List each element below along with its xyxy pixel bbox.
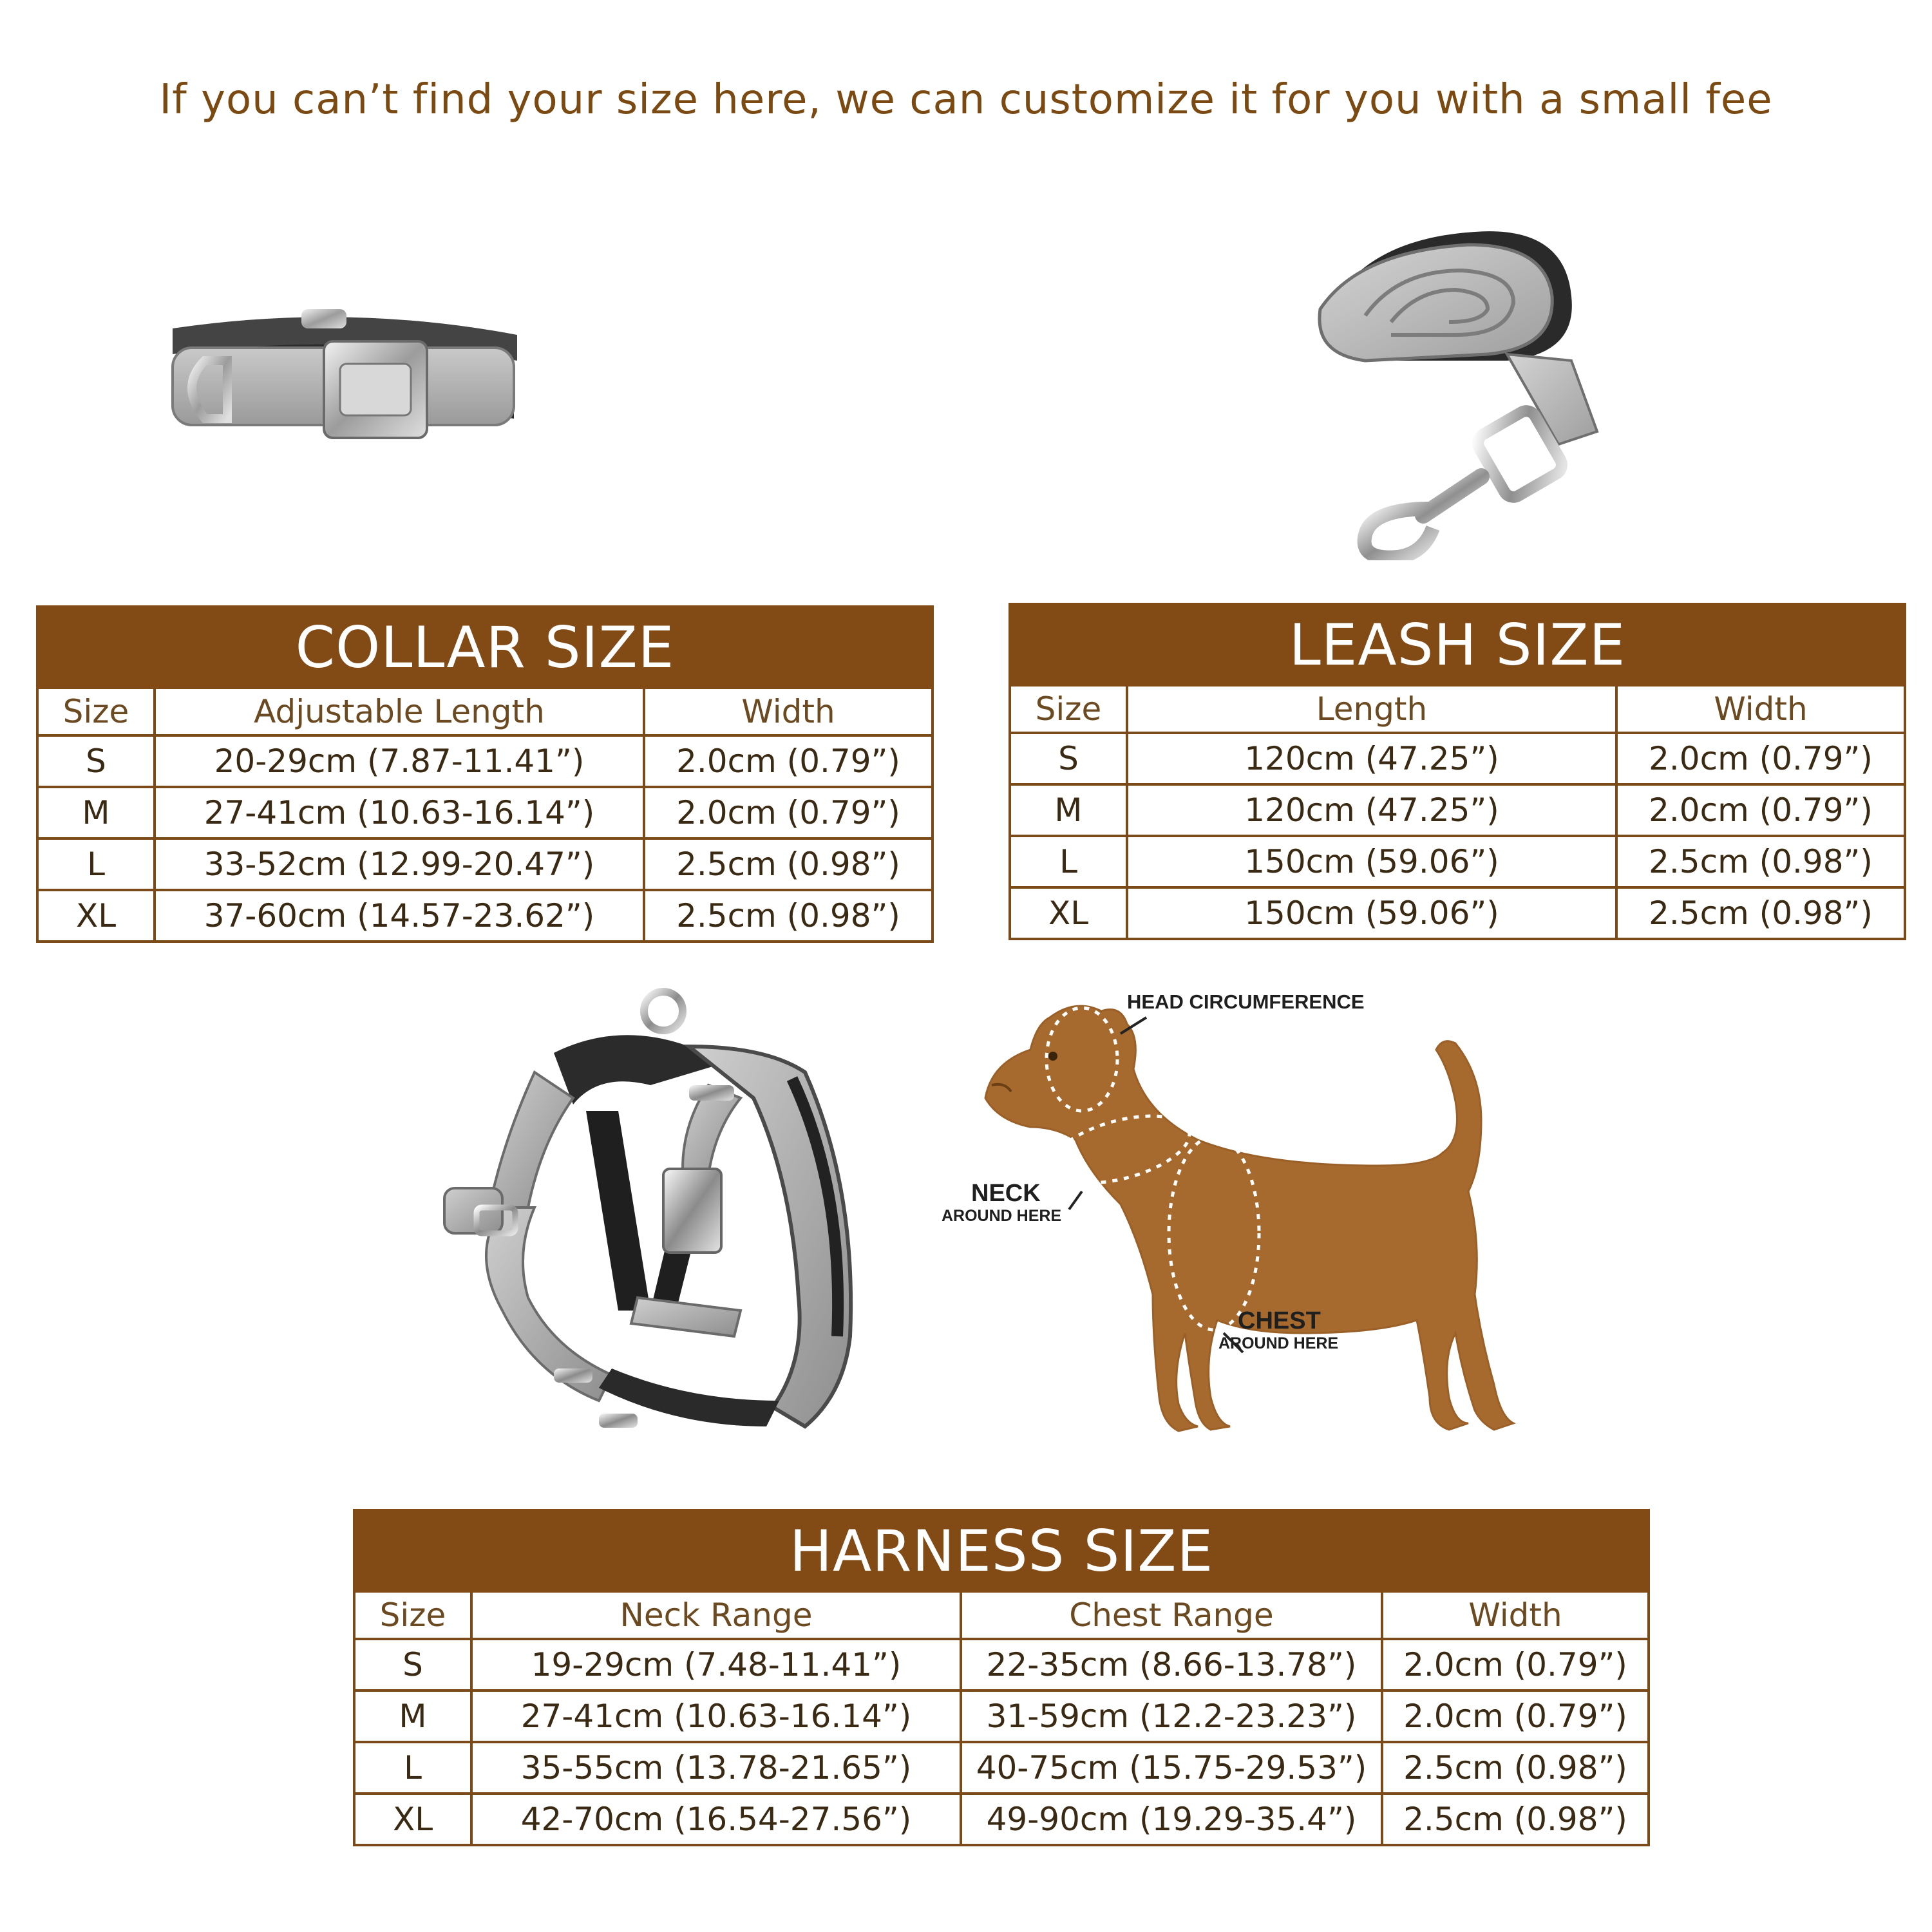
chest-label: CHEST	[1238, 1307, 1321, 1334]
size-cell: S	[1010, 733, 1127, 784]
harness-image	[406, 976, 882, 1465]
size-cell: XL	[1010, 887, 1127, 939]
column-header: Length	[1127, 685, 1616, 733]
head-circumference-label: HEAD CIRCUMFERENCE	[1127, 990, 1365, 1013]
table-row	[37, 735, 933, 787]
width-cell: 2.0cm (0.79”)	[1382, 1639, 1649, 1690]
column-header: Adjustable Length	[155, 688, 644, 735]
length-cell: 150cm (59.06”)	[1127, 836, 1616, 887]
neck-range-cell: 19-29cm (7.48-11.41”)	[471, 1639, 961, 1690]
neck-sublabel: AROUND HERE	[942, 1207, 1062, 1225]
table-row	[354, 1639, 1649, 1690]
neck-label: NECK	[971, 1180, 1041, 1207]
chest-range-cell: 31-59cm (12.2-23.23”)	[961, 1690, 1382, 1742]
column-header: Size	[1010, 685, 1127, 733]
table-row	[354, 1794, 1649, 1845]
size-cell: M	[37, 787, 155, 838]
harness-table-title: HARNESS SIZE	[354, 1510, 1649, 1591]
width-cell: 2.0cm (0.79”)	[644, 787, 933, 838]
harness-size-table	[353, 1509, 1650, 1846]
column-header: Size	[37, 688, 155, 735]
column-header: Width	[1382, 1591, 1649, 1639]
column-header: Neck Range	[471, 1591, 961, 1639]
size-cell: S	[354, 1639, 471, 1690]
leash-table-title: LEASH SIZE	[1010, 604, 1905, 685]
width-cell: 2.5cm (0.98”)	[1382, 1742, 1649, 1794]
table-row	[1010, 784, 1905, 836]
width-cell: 2.5cm (0.98”)	[1616, 887, 1905, 939]
table-row	[37, 787, 933, 838]
length-cell: 150cm (59.06”)	[1127, 887, 1616, 939]
chest-sublabel: AROUND HERE	[1218, 1334, 1339, 1352]
width-cell: 2.0cm (0.79”)	[1382, 1690, 1649, 1742]
neck-range-cell: 42-70cm (16.54-27.56”)	[471, 1794, 961, 1845]
size-cell: L	[1010, 836, 1127, 887]
size-cell: L	[354, 1742, 471, 1794]
leash-size-table	[1009, 603, 1906, 940]
leash-image	[1294, 225, 1604, 560]
width-cell: 2.0cm (0.79”)	[1616, 784, 1905, 836]
size-cell: L	[37, 838, 155, 890]
table-row	[1010, 887, 1905, 939]
collar-image	[166, 283, 527, 470]
length-cell: 20-29cm (7.87-11.41”)	[155, 735, 644, 787]
table-row	[37, 838, 933, 890]
column-header: Chest Range	[961, 1591, 1382, 1639]
column-header: Width	[1616, 685, 1905, 733]
table-row	[354, 1690, 1649, 1742]
width-cell: 2.5cm (0.98”)	[644, 890, 933, 942]
width-cell: 2.0cm (0.79”)	[1616, 733, 1905, 784]
length-cell: 120cm (47.25”)	[1127, 784, 1616, 836]
collar-size-table	[36, 605, 934, 943]
neck-range-cell: 27-41cm (10.63-16.14”)	[471, 1690, 961, 1742]
chest-range-cell: 40-75cm (15.75-29.53”)	[961, 1742, 1382, 1794]
neck-range-cell: 35-55cm (13.78-21.65”)	[471, 1742, 961, 1794]
column-header: Width	[644, 688, 933, 735]
chest-range-cell: 49-90cm (19.29-35.4”)	[961, 1794, 1382, 1845]
length-cell: 37-60cm (14.57-23.62”)	[155, 890, 644, 942]
dog-diagram	[927, 972, 1571, 1481]
table-row	[37, 890, 933, 942]
size-cell: XL	[37, 890, 155, 942]
width-cell: 2.5cm (0.98”)	[1616, 836, 1905, 887]
size-cell: M	[354, 1690, 471, 1742]
table-row	[1010, 733, 1905, 784]
table-row	[1010, 836, 1905, 887]
length-cell: 27-41cm (10.63-16.14”)	[155, 787, 644, 838]
page-headline: If you can’t find your size here, we can customize it for you with a small fee	[159, 76, 1773, 124]
collar-table-title: COLLAR SIZE	[37, 607, 933, 688]
width-cell: 2.5cm (0.98”)	[1382, 1794, 1649, 1845]
size-cell: S	[37, 735, 155, 787]
length-cell: 33-52cm (12.99-20.47”)	[155, 838, 644, 890]
chest-range-cell: 22-35cm (8.66-13.78”)	[961, 1639, 1382, 1690]
size-cell: XL	[354, 1794, 471, 1845]
table-row	[354, 1742, 1649, 1794]
length-cell: 120cm (47.25”)	[1127, 733, 1616, 784]
column-header: Size	[354, 1591, 471, 1639]
size-cell: M	[1010, 784, 1127, 836]
width-cell: 2.0cm (0.79”)	[644, 735, 933, 787]
width-cell: 2.5cm (0.98”)	[644, 838, 933, 890]
